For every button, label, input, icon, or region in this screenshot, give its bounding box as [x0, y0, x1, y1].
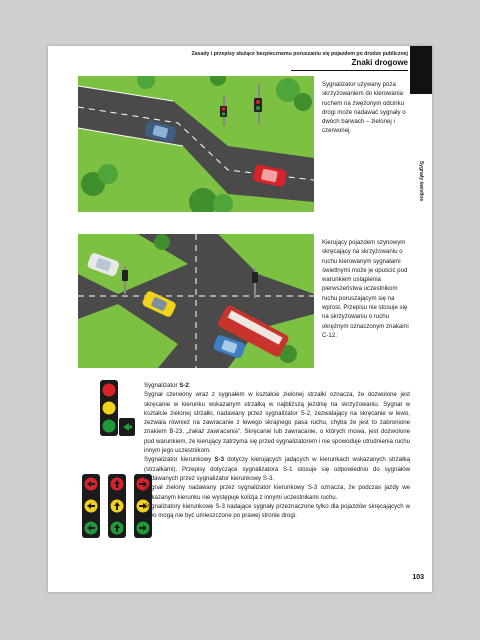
paragraph-narrow-road: Sygnalizator używany poza skrzyżowaniem do kierowania ruchem na zwężonym odcinku drogi może nadawać sygnały o dwóch barwach – zielonej i czerwonej. [322, 81, 406, 135]
paragraph-tram: Kierujący pojazdem szynowym skręcający na skrzyżowaniu o ruchu kierowanym sygnałami świetlnymi może je opuścić pod warunkiem ustąpienia pierwszeństwa uczestnikom ruchu poruszającym się na wprost. Przepisu nie stosuje się na skrzyżowaniu o ruchu okrężnym oznaczonym znakami C-12. [322, 239, 409, 339]
s2-heading-code: S-2 [179, 382, 189, 389]
intersection-illustration [78, 234, 314, 368]
s3-green-paragraph: Sygnał zielony nadawany przez sygnalizator kierunkowy S-3 oznacza, że podczas jazdy we wskazanym kierunku nie występuje kolizja z innymi uczestnikami ruchu. [144, 484, 410, 501]
signal-s3-straight-icon [106, 474, 128, 543]
s2-text-a: Sygnał czerwony wraz z sygnałem w kształcie zielonej strzałki oznacza, że dozwolone jest skręcanie w kierunku wskazanym strzałką w najbliższą jezdnię na skrzyżowaniu. Sygnał w kształcie zielonej strzałki, nadawany przez sygnalizator S-2, zezwalający na skręcanie w lewo, zezwala również na zawracanie z lewego skrajnego pasa ruchu, chyba że jest to zabronione znakiem B-23, [144, 391, 410, 436]
side-tab [414, 146, 428, 216]
narrow-road-illustration [78, 76, 314, 212]
section-title: Znaki drogowe [351, 58, 408, 67]
signal-description [144, 381, 410, 520]
running-title: Zasady i przepisy służące bezpiecznemu poruszaniu się pojazdem po drodze publicznej [191, 51, 408, 57]
signal-s2-icon [98, 380, 138, 457]
s2-heading-suffix: : [188, 382, 191, 389]
s3-text-a: Sygnalizator kierunkowy [144, 456, 215, 464]
s3-paragraph [144, 455, 410, 483]
title-rule [291, 70, 408, 71]
book-page [48, 46, 432, 592]
page-number: 103 [412, 574, 424, 581]
s2-paragraph [144, 390, 410, 455]
s3-left-paragraph: Sygnalizatory kierunkowe S-3 nadające sygnały przeznaczone tylko dla pojazdów skręcających w lewo mogą nie być umieszczone po prawej stronie drogi. [144, 502, 410, 520]
chapter-tab [410, 46, 432, 94]
s3-text-bold: S-3 [214, 456, 224, 464]
s2-text-b: . Skręcanie lub zawracanie, o których mowa, jest dozwolone pod warunkiem, że kierujący zatrzyma się przed sygnalizatorem i nie spowoduje utrudnienia ruchu innym jego uczestnikom. [144, 428, 410, 455]
s2-text-italic: „zakaz zawracania” [186, 428, 240, 436]
signal-s3-left-icon [80, 474, 102, 543]
side-tab-label: Sygnały świetlne [418, 160, 424, 202]
s3-text-b: dotyczy kierujących jadących w kierunkach wskazanych strzałką (strzałkami). Przepisy dotyczące sygnalizatora S-1 stosuje się odpowiednio do sygnałów nadawanych przez sygnalizator kierunkowy S-3. [144, 456, 410, 482]
s2-heading [144, 381, 410, 390]
s2-heading-prefix: Sygnalizator [144, 382, 180, 389]
